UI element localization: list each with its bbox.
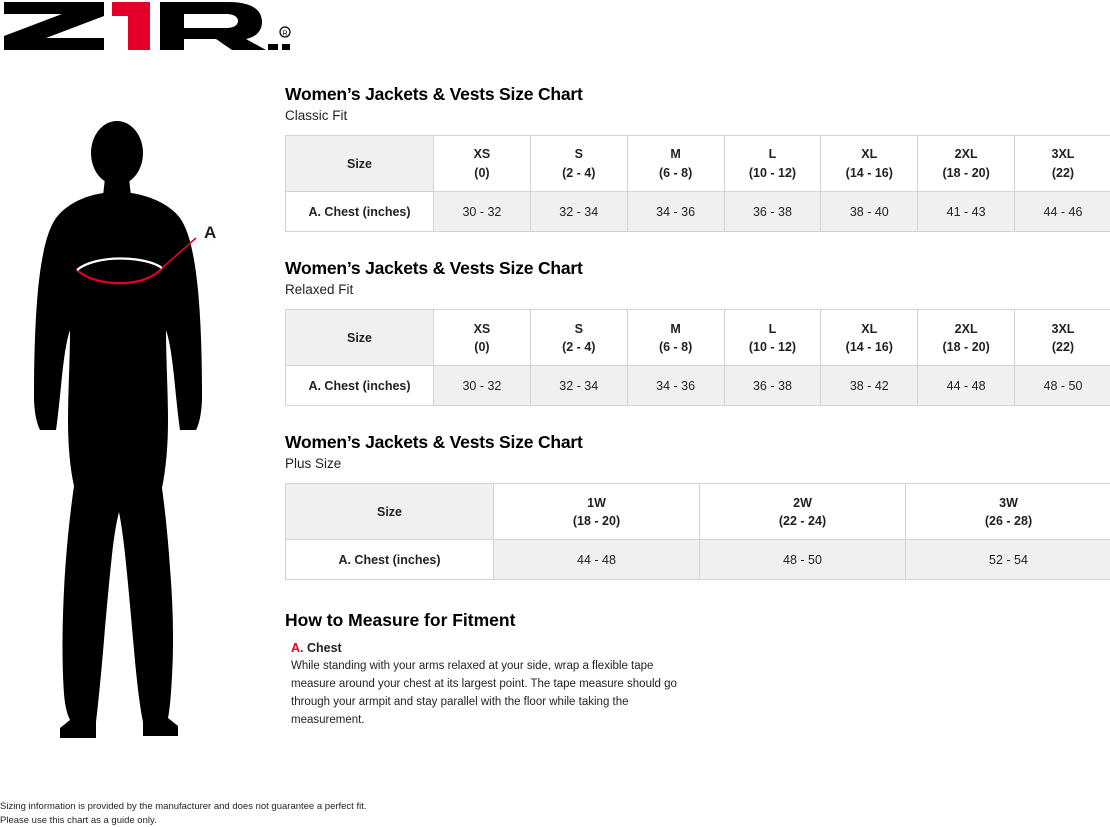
header-size: 3XL — [1051, 321, 1075, 336]
footer-disclaimer — [0, 800, 367, 827]
header-size: L — [768, 147, 777, 162]
cell-value: 38 - 40 — [821, 192, 918, 232]
size-chart-relaxed-fit — [285, 258, 1110, 406]
chart-subtitle: Relaxed Fit — [285, 281, 354, 297]
cell-value: 44 - 46 — [1015, 192, 1110, 232]
row-label: A. Chest (inches) — [286, 366, 434, 406]
header-size: XL — [861, 147, 878, 162]
header-size: 3W — [999, 495, 1018, 510]
header-cell-2xl — [918, 310, 1015, 366]
header-range: (10 - 12) — [748, 165, 797, 180]
header-cell-2xl — [918, 136, 1015, 192]
header-range: (6 - 8) — [658, 339, 693, 354]
header-range: (2 - 4) — [562, 165, 596, 180]
chart-subtitle: Classic Fit — [285, 107, 348, 123]
figure-callout-label: A — [204, 223, 217, 242]
measurement-figure — [0, 110, 280, 750]
cell-value: 30 - 32 — [434, 366, 531, 406]
header-range: (22 - 24) — [778, 513, 827, 528]
header-size-label: Size — [286, 136, 434, 192]
cell-value: 34 - 36 — [627, 366, 724, 406]
header-size: S — [574, 321, 583, 336]
size-table — [285, 483, 1110, 580]
size-chart-classic-fit — [285, 84, 1110, 232]
header-range: (26 - 28) — [984, 513, 1033, 528]
how-to-measure-body — [285, 641, 1110, 729]
table-header-row — [286, 136, 1110, 192]
header-size: S — [574, 147, 583, 162]
header-cell-m — [627, 310, 724, 366]
header-cell-xs — [434, 136, 531, 192]
header-size: L — [768, 321, 777, 336]
header-cell-3w — [906, 484, 1110, 540]
header-cell-m — [627, 136, 724, 192]
header-range: (14 - 16) — [845, 339, 893, 354]
header-range: (22) — [1051, 339, 1075, 354]
header-cell-l — [724, 136, 821, 192]
header-cell-xs — [434, 310, 531, 366]
header-cell-xl — [821, 136, 918, 192]
table-row — [286, 366, 1110, 406]
cell-value: 36 - 38 — [724, 192, 821, 232]
brand-logo — [0, 0, 300, 52]
size-table — [285, 309, 1110, 406]
footer-line-1: Sizing information is provided by the manufacturer and does not guarantee a perfect fit. — [0, 801, 367, 812]
header-size: 1W — [587, 495, 606, 510]
header-size-label: Size — [286, 484, 494, 540]
cell-value: 48 - 50 — [1015, 366, 1110, 406]
header-size: XS — [473, 321, 491, 336]
header-range: (22) — [1051, 165, 1075, 180]
how-to-measure-title: How to Measure for Fitment — [285, 610, 516, 631]
cell-value: 34 - 36 — [627, 192, 724, 232]
header-range: (6 - 8) — [658, 165, 693, 180]
header-range: (2 - 4) — [562, 339, 596, 354]
size-table — [285, 135, 1110, 232]
cell-value: 41 - 43 — [918, 192, 1015, 232]
header-range: (0) — [474, 165, 490, 180]
cell-value: 32 - 34 — [530, 366, 627, 406]
chart-title: Women’s Jackets & Vests Size Chart — [285, 258, 583, 279]
footer-line-2: Please use this chart as a guide only. — [0, 815, 157, 827]
table-row — [286, 192, 1110, 232]
header-cell-l — [724, 310, 821, 366]
header-size: 2XL — [954, 321, 978, 336]
header-size: 2XL — [954, 147, 978, 162]
header-size: M — [670, 321, 681, 336]
svg-text:R: R — [282, 30, 288, 38]
cell-value: 44 - 48 — [494, 540, 700, 580]
header-range: (10 - 12) — [748, 339, 797, 354]
header-size-label: Size — [286, 310, 434, 366]
table-row — [286, 540, 1110, 580]
header-size: 3XL — [1051, 147, 1075, 162]
header-cell-2w — [700, 484, 906, 540]
cell-value: 30 - 32 — [434, 192, 531, 232]
cell-value: 38 - 42 — [821, 366, 918, 406]
row-label: A. Chest (inches) — [286, 192, 434, 232]
measure-letter: A. — [291, 641, 304, 656]
measure-name: Chest — [306, 641, 342, 656]
header-size: XS — [473, 147, 491, 162]
chart-subtitle: Plus Size — [285, 456, 342, 471]
measure-item-label — [291, 641, 1110, 655]
chart-title: Women’s Jackets & Vests Size Chart — [285, 432, 583, 453]
cell-value: 36 - 38 — [724, 366, 821, 406]
header-cell-xl — [821, 310, 918, 366]
header-size: 2W — [793, 495, 812, 510]
header-range: (18 - 20) — [572, 513, 621, 528]
header-cell-3xl — [1015, 136, 1110, 192]
how-to-measure-section — [285, 610, 1110, 729]
cell-value: 48 - 50 — [700, 540, 906, 580]
header-cell-s — [530, 310, 627, 366]
size-chart-plus-size — [285, 432, 1110, 580]
header-cell-1w — [494, 484, 700, 540]
header-range: (18 - 20) — [942, 165, 990, 180]
header-range: (18 - 20) — [942, 339, 990, 354]
measure-description: While standing with your arms relaxed at your side, wrap a flexible tape measure around your chest at its largest point. The tape measure should go through your armpit and stay parallel with the floor while taking the measurement. — [291, 660, 677, 726]
female-silhouette-icon — [34, 121, 202, 738]
chart-title: Women’s Jackets & Vests Size Chart — [285, 84, 583, 104]
header-range: (0) — [474, 339, 490, 354]
cell-value: 32 - 34 — [530, 192, 627, 232]
header-cell-s — [530, 136, 627, 192]
charts-container — [285, 84, 1110, 729]
table-header-row — [286, 310, 1110, 366]
header-range: (14 - 16) — [845, 165, 893, 180]
table-header-row — [286, 484, 1110, 540]
row-label: A. Chest (inches) — [286, 540, 494, 580]
header-cell-3xl — [1015, 310, 1110, 366]
header-size: M — [670, 147, 681, 162]
cell-value: 52 - 54 — [906, 540, 1110, 580]
z1r-logo-icon — [0, 0, 300, 52]
cell-value: 44 - 48 — [918, 366, 1015, 406]
header-size: XL — [861, 321, 878, 336]
